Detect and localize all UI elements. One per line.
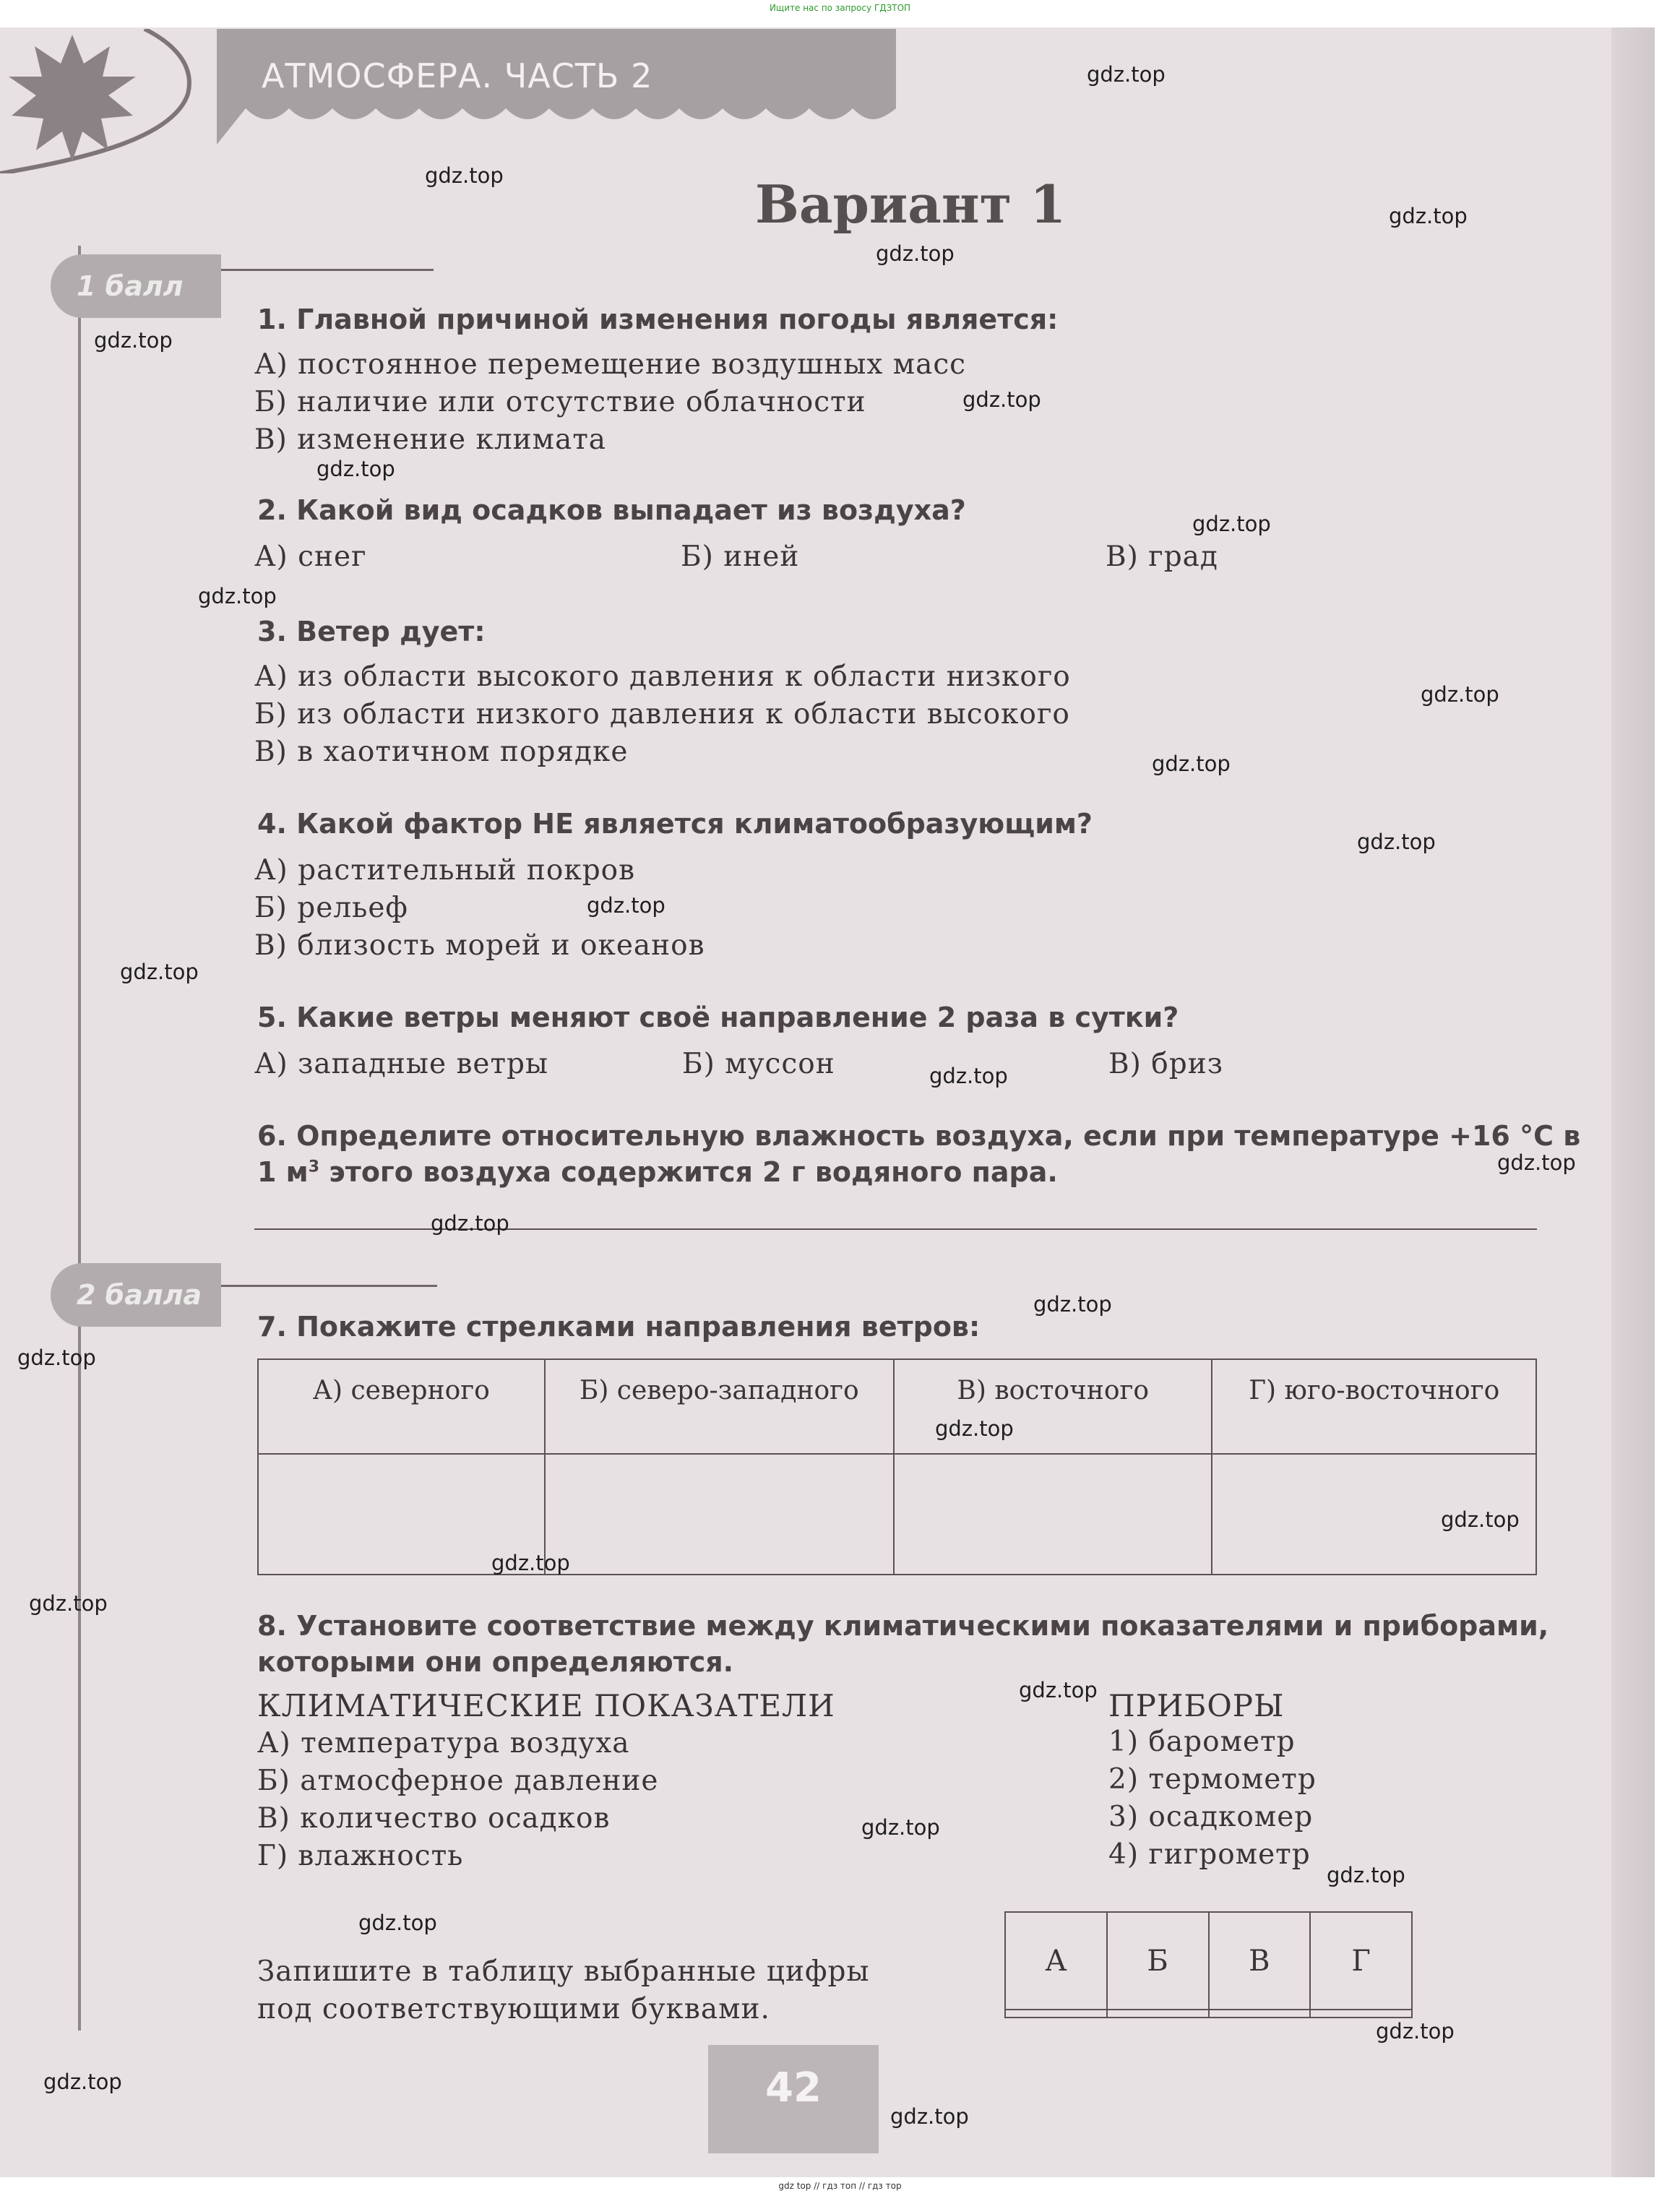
q8-indicator-d: Г) влажность <box>257 1840 464 1872</box>
q4-option-c: В) близость морей и океанов <box>254 929 705 962</box>
q7-header-northwest: Б) северо-западного <box>545 1359 894 1454</box>
watermark: gdz.top <box>358 1911 437 1935</box>
watermark: gdz.top <box>1497 1150 1576 1175</box>
watermark: gdz.top <box>316 457 395 481</box>
watermark: gdz.top <box>29 1591 108 1616</box>
watermark: gdz.top <box>890 2104 969 2129</box>
watermark: gdz.top <box>962 387 1041 412</box>
q8-instruction-line-2: под соответствующими буквами. <box>257 1993 770 2025</box>
q7-header-southeast: Г) юго-восточного <box>1212 1359 1536 1454</box>
question-8-line-2: которыми они определяются. <box>257 1646 734 1678</box>
q8-answer-cell-a[interactable] <box>1005 2010 1107 2018</box>
q3-option-c: В) в хаотичном порядке <box>254 736 629 768</box>
watermark: gdz.top <box>1376 2019 1455 2044</box>
q1-option-a: А) постоянное перемещение воздушных масс <box>254 348 967 381</box>
variant-title: Вариант 1 <box>755 173 1067 235</box>
watermark: gdz.top <box>43 2070 122 2094</box>
q2-option-b: Б) иней <box>681 541 800 573</box>
watermark: gdz.top <box>1192 512 1271 536</box>
header-banner <box>0 29 896 173</box>
question-7: 7. Покажите стрелками направления ветров: <box>257 1311 981 1343</box>
q3-option-a: А) из области высокого давления к области низкого <box>254 660 1071 693</box>
watermark: gdz.top <box>198 584 277 608</box>
q7-answer-cell-northwest[interactable] <box>545 1454 894 1575</box>
q1-option-b: Б) наличие или отсутствие облачности <box>254 386 866 418</box>
page-number: 42 <box>708 2045 879 2153</box>
watermark: gdz.top <box>94 328 173 353</box>
watermark: gdz.top <box>1019 1678 1098 1702</box>
watermark: gdz.top <box>1087 62 1166 87</box>
q7-header-east: В) восточного <box>894 1359 1212 1454</box>
question-8-line-1: 8. Установите соответствие между климатическими показателями и приборами, <box>257 1610 1549 1642</box>
question-6-line-2: 1 $м^3$ этого воздуха содержится 2 г водяного пара. <box>257 1156 1058 1188</box>
watermark: gdz.top <box>431 1211 509 1236</box>
q8-indicator-a: А) температура воздуха <box>257 1727 630 1760</box>
question-2: 2. Какой вид осадков выпадает из воздуха? <box>257 494 966 526</box>
badge-2-points: 2 балла <box>51 1263 221 1327</box>
q5-option-b: Б) муссон <box>682 1048 835 1080</box>
q8-instrument-4: 4) гигрометр <box>1108 1838 1311 1871</box>
watermark: gdz.top <box>876 241 955 266</box>
section-title: АТМОСФЕРА. ЧАСТЬ 2 <box>262 56 653 95</box>
q8-instruction-line-1: Запишите в таблицу выбранные цифры <box>257 1955 870 1988</box>
q4-option-a: А) растительный покров <box>254 854 636 887</box>
top-note: Ищите нас по запросу ГДЗТОП <box>769 3 911 13</box>
q8-instrument-2: 2) термометр <box>1108 1763 1317 1796</box>
watermark: gdz.top <box>120 960 199 984</box>
watermark: gdz.top <box>929 1064 1008 1088</box>
question-6-line-1: 6. Определите относительную влажность воздуха, если при температуре +16 °С в <box>257 1120 1581 1152</box>
q5-option-a: А) западные ветры <box>254 1048 549 1080</box>
q1-option-c: В) изменение климата <box>254 423 607 456</box>
watermark: gdz.top <box>1033 1292 1112 1317</box>
q8-answer-header-a: А <box>1005 1912 1107 2010</box>
watermark: gdz.top <box>1389 204 1468 228</box>
question-1: 1. Главной причиной изменения погоды является: <box>257 303 1059 335</box>
q8-answer-header-d: Г <box>1310 1912 1412 2010</box>
watermark: gdz.top <box>587 893 665 918</box>
q8-answer-header-c: В <box>1209 1912 1311 2010</box>
q8-indicator-c: В) количество осадков <box>257 1802 611 1835</box>
question-3: 3. Ветер дует: <box>257 616 486 647</box>
watermark: gdz.top <box>1152 752 1231 776</box>
q7-header-north: А) северного <box>258 1359 545 1454</box>
q8-answer-header-b: Б <box>1107 1912 1209 2010</box>
watermark: gdz.top <box>1441 1507 1520 1532</box>
q8-answer-cell-c[interactable] <box>1209 2010 1311 2018</box>
q7-answer-cell-east[interactable] <box>894 1454 1212 1575</box>
watermark: gdz.top <box>935 1416 1014 1441</box>
watermark: gdz.top <box>1357 830 1436 854</box>
q8-indicators-title: КЛИМАТИЧЕСКИЕ ПОКАЗАТЕЛИ <box>257 1688 835 1723</box>
q7-wind-table <box>257 1358 1537 1575</box>
q8-answer-cell-b[interactable] <box>1107 2010 1209 2018</box>
watermark: gdz.top <box>1327 1863 1405 1887</box>
watermark: gdz.top <box>425 163 504 188</box>
badge-1-point: 1 балл <box>51 254 221 318</box>
q8-instruments-title: ПРИБОРЫ <box>1108 1688 1285 1723</box>
question-4: 4. Какой фактор НЕ является климатообразующим? <box>257 808 1093 840</box>
q8-answer-table <box>1004 1911 1413 2018</box>
watermark: gdz.top <box>1421 682 1499 707</box>
q4-option-b: Б) рельеф <box>254 892 408 924</box>
watermark: gdz.top <box>491 1551 570 1575</box>
q8-instrument-3: 3) осадкомер <box>1108 1801 1314 1833</box>
q3-option-b: Б) из области низкого давления к области высокого <box>254 698 1070 731</box>
star-icon <box>9 35 136 162</box>
q2-option-a: А) снег <box>254 541 367 573</box>
q8-indicator-b: Б) атмосферное давление <box>257 1765 659 1797</box>
watermark: gdz.top <box>17 1345 96 1370</box>
page-edge-shadow <box>1611 27 1655 2177</box>
watermark: gdz.top <box>861 1815 940 1840</box>
q2-option-c: В) град <box>1106 541 1218 573</box>
left-margin-line <box>78 246 81 2031</box>
q8-answer-cell-d[interactable] <box>1310 2010 1412 2018</box>
bottom-note: gdz top // гдз топ // гдз тор <box>778 2181 902 2191</box>
q5-option-c: В) бриз <box>1108 1048 1223 1080</box>
q8-instrument-1: 1) барометр <box>1108 1726 1296 1758</box>
question-5: 5. Какие ветры меняют своё направление 2 раза в сутки? <box>257 1002 1179 1033</box>
